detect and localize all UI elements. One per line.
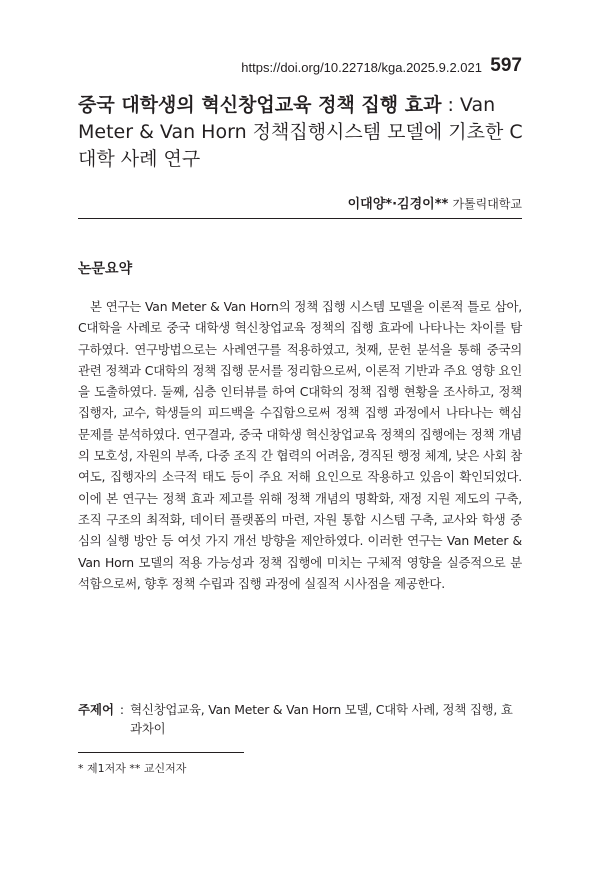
footnote-divider bbox=[78, 752, 244, 753]
page-number: 597 bbox=[490, 55, 522, 76]
paper-title bbox=[78, 92, 528, 173]
author-line bbox=[348, 193, 522, 212]
footnote: * 제1저자 ** 교신저자 bbox=[78, 762, 187, 775]
keywords-text: 혁신창업교육, Van Meter & Van Horn 모델, C대학 사례, 정책 집행, 효과차이 bbox=[130, 702, 513, 736]
abstract-heading: 논문요약 bbox=[78, 261, 133, 277]
doi-link[interactable]: https://doi.org/10.22718/kga.2025.9.2.021 bbox=[241, 60, 482, 75]
keywords-block bbox=[78, 700, 522, 738]
paper-title-subtitle: : Van Meter & Van Horn 정책집행시스템 모델에 기초한 C대학 사례 연구 bbox=[78, 94, 523, 170]
author-names: 이대양*·김경이** bbox=[347, 197, 449, 212]
keywords-label: 주제어 bbox=[78, 702, 114, 717]
abstract-body: 본 연구는 Van Meter & Van Horn의 정책 집행 시스템 모델을 이론적 틀로 삼아, C대학을 사례로 중국 대학생 혁신창업교육 정책의 집행 효과에 나타나는 차이를 탐구하였다. 연구방법으로는 사례연구를 적용하였고, 첫째, 문헌 분석을 통해 중국의 관련 정책과 C대학의 정책 집행 문서를 정리함으로써, 이론적 기반과 주요 영향 요인을 도출하였다. 둘째, 심층 인터뷰를 하여 C대학의 정책 집행 현황을 조사하고, 정책 집행자, 교수, 학생들의 피드백을 수집함으로써 정책 집행 과정에서 나타나는 핵심 문제를 분석하였다. 연구결과, 중국 대학생 혁신창업교육 정책의 집행에는 정책 개념의 모호성, 자원의 부족, 다중 조직 간 협력의 어려움, 경직된 행정 체계, 낮은 사회 참여도, 집행자의 소극적 태도 등이 주요 저해 요인으로 작용하고 있음이 확인되었다. 이에 본 연구는 정책 효과 제고를 위해 정책 개념의 명확화, 재정 지원 제도의 구축, 조직 구조의 최적화, 데이터 플랫폼의 마련, 자원 통합 시스템 구축, 교사와 학생 중심의 실행 방안 등 여섯 가지 개선 방향을 제안하였다. 이러한 연구는 Van Meter & Van Horn 모델의 적용 가능성과 정책 집행에 미치는 구체적 영향을 실증적으로 분석함으로써, 향후 정책 수립과 집행 과정에 실질적 시사점을 제공한다. bbox=[78, 299, 522, 591]
title-divider bbox=[78, 218, 522, 219]
keywords-separator: : bbox=[119, 702, 125, 717]
paper-title-main: 중국 대학생의 혁신창업교육 정책 집행 효과 bbox=[78, 94, 442, 116]
page-header bbox=[0, 56, 522, 82]
author-affiliation: 가톨릭대학교 bbox=[452, 197, 522, 211]
